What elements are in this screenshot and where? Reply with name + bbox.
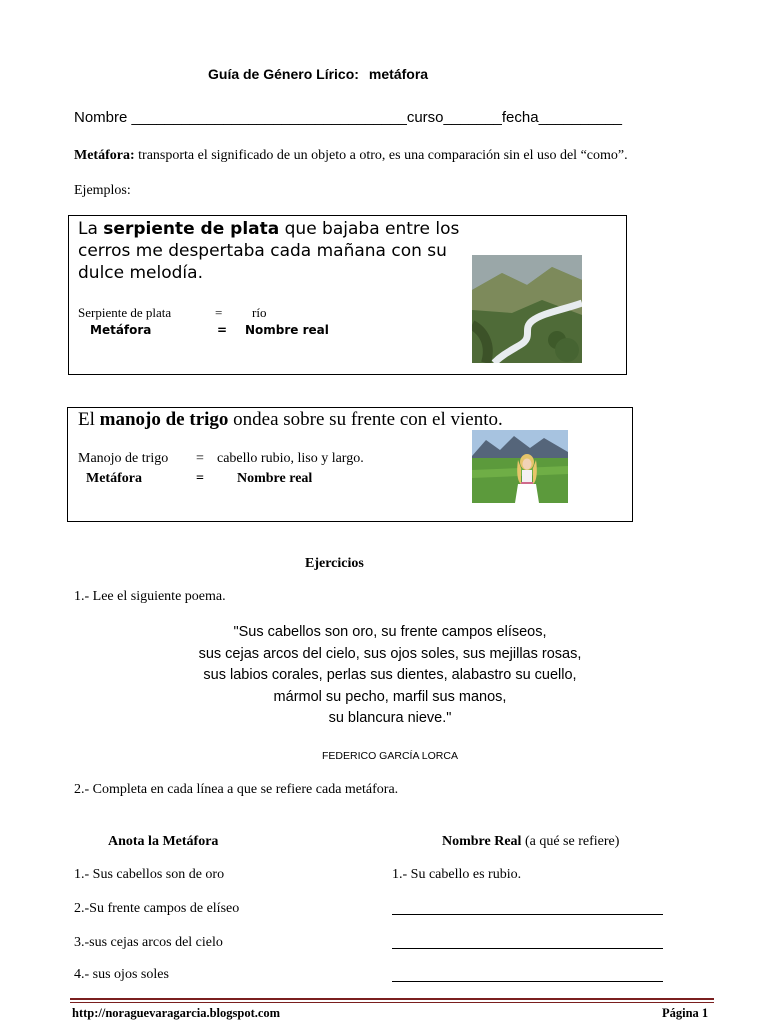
example1-sentence: La serpiente de plata que bajaba entre los cerros me despertaba cada mañana con su dulce melodía.: [78, 219, 460, 283]
poem-line: su blancura nieve.": [328, 710, 452, 726]
name-course-date-line: Nombre _________________________________curso_______fecha__________: [74, 109, 623, 126]
definition: [74, 148, 628, 164]
column-header-metaphor: Anota la Metáfora: [108, 834, 219, 849]
poem: [150, 622, 630, 730]
metaphor-row-3: 3.-sus cejas arcos del cielo: [74, 935, 223, 950]
river-valley-image: [472, 255, 582, 363]
answer-blank-4[interactable]: [392, 981, 663, 982]
example2-row2: Metáfora = Nombre real: [86, 471, 313, 486]
title-part2: metáfora: [368, 66, 429, 82]
example2-row1: Manojo de trigo = cabello rubio, liso y largo.: [78, 451, 364, 466]
answer-blank-3[interactable]: [392, 948, 663, 949]
metaphor-row-1: 1.- Sus cabellos son de oro: [74, 867, 225, 882]
example1-metaphor: serpiente de plata: [103, 219, 280, 239]
example1-row1: Serpiente de plata = río: [78, 305, 267, 320]
page-title: [208, 66, 428, 82]
example2-metaphor: manojo de trigo: [99, 409, 229, 430]
girl-in-field-image: [472, 430, 568, 503]
poem-line: "Sus cabellos son oro, su frente campos elíseos,: [233, 624, 547, 640]
exercises-heading: Ejercicios: [305, 556, 364, 571]
footer-rule-thin: [70, 1002, 714, 1003]
answer-row-1: 1.- Su cabello es rubio.: [392, 867, 522, 882]
metaphor-row-4: 4.- sus ojos soles: [74, 967, 169, 982]
page-number: Página 1: [662, 1006, 709, 1020]
definition-text: transporta el significado de un objeto a otro, es una comparación sin el uso del “como”.: [134, 148, 628, 163]
footer-rule: [70, 998, 714, 1000]
question-2: 2.- Completa en cada línea a que se refiere cada metáfora.: [74, 782, 399, 797]
metaphor-row-2: 2.-Su frente campos de elíseo: [74, 901, 240, 916]
poem-author: FEDERICO GARCÍA LORCA: [322, 750, 458, 762]
question-1: 1.- Lee el siguiente poema.: [74, 589, 226, 604]
title-part1: Guía de Género Lírico:: [208, 66, 359, 82]
poem-line: mármol su pecho, marfil sus manos,: [273, 688, 507, 705]
footer-url-link[interactable]: http://noraguevaragarcia.blogspot.com: [72, 1006, 281, 1020]
column-header-real-name: Nombre Real (a qué se refiere): [442, 834, 620, 849]
poem-line: sus cejas arcos del cielo, sus ojos soles, sus mejillas rosas,: [198, 645, 582, 662]
definition-term: Metáfora:: [74, 148, 135, 163]
examples-label: Ejemplos:: [74, 183, 131, 198]
example2-sentence: El manojo de trigo ondea sobre su frente con el viento.: [78, 409, 503, 430]
poem-line: sus labios corales, perlas sus dientes, alabastro su cuello,: [203, 667, 577, 683]
answer-blank-2[interactable]: [392, 914, 663, 915]
example1-row2: Metáfora = Nombre real: [90, 323, 329, 337]
